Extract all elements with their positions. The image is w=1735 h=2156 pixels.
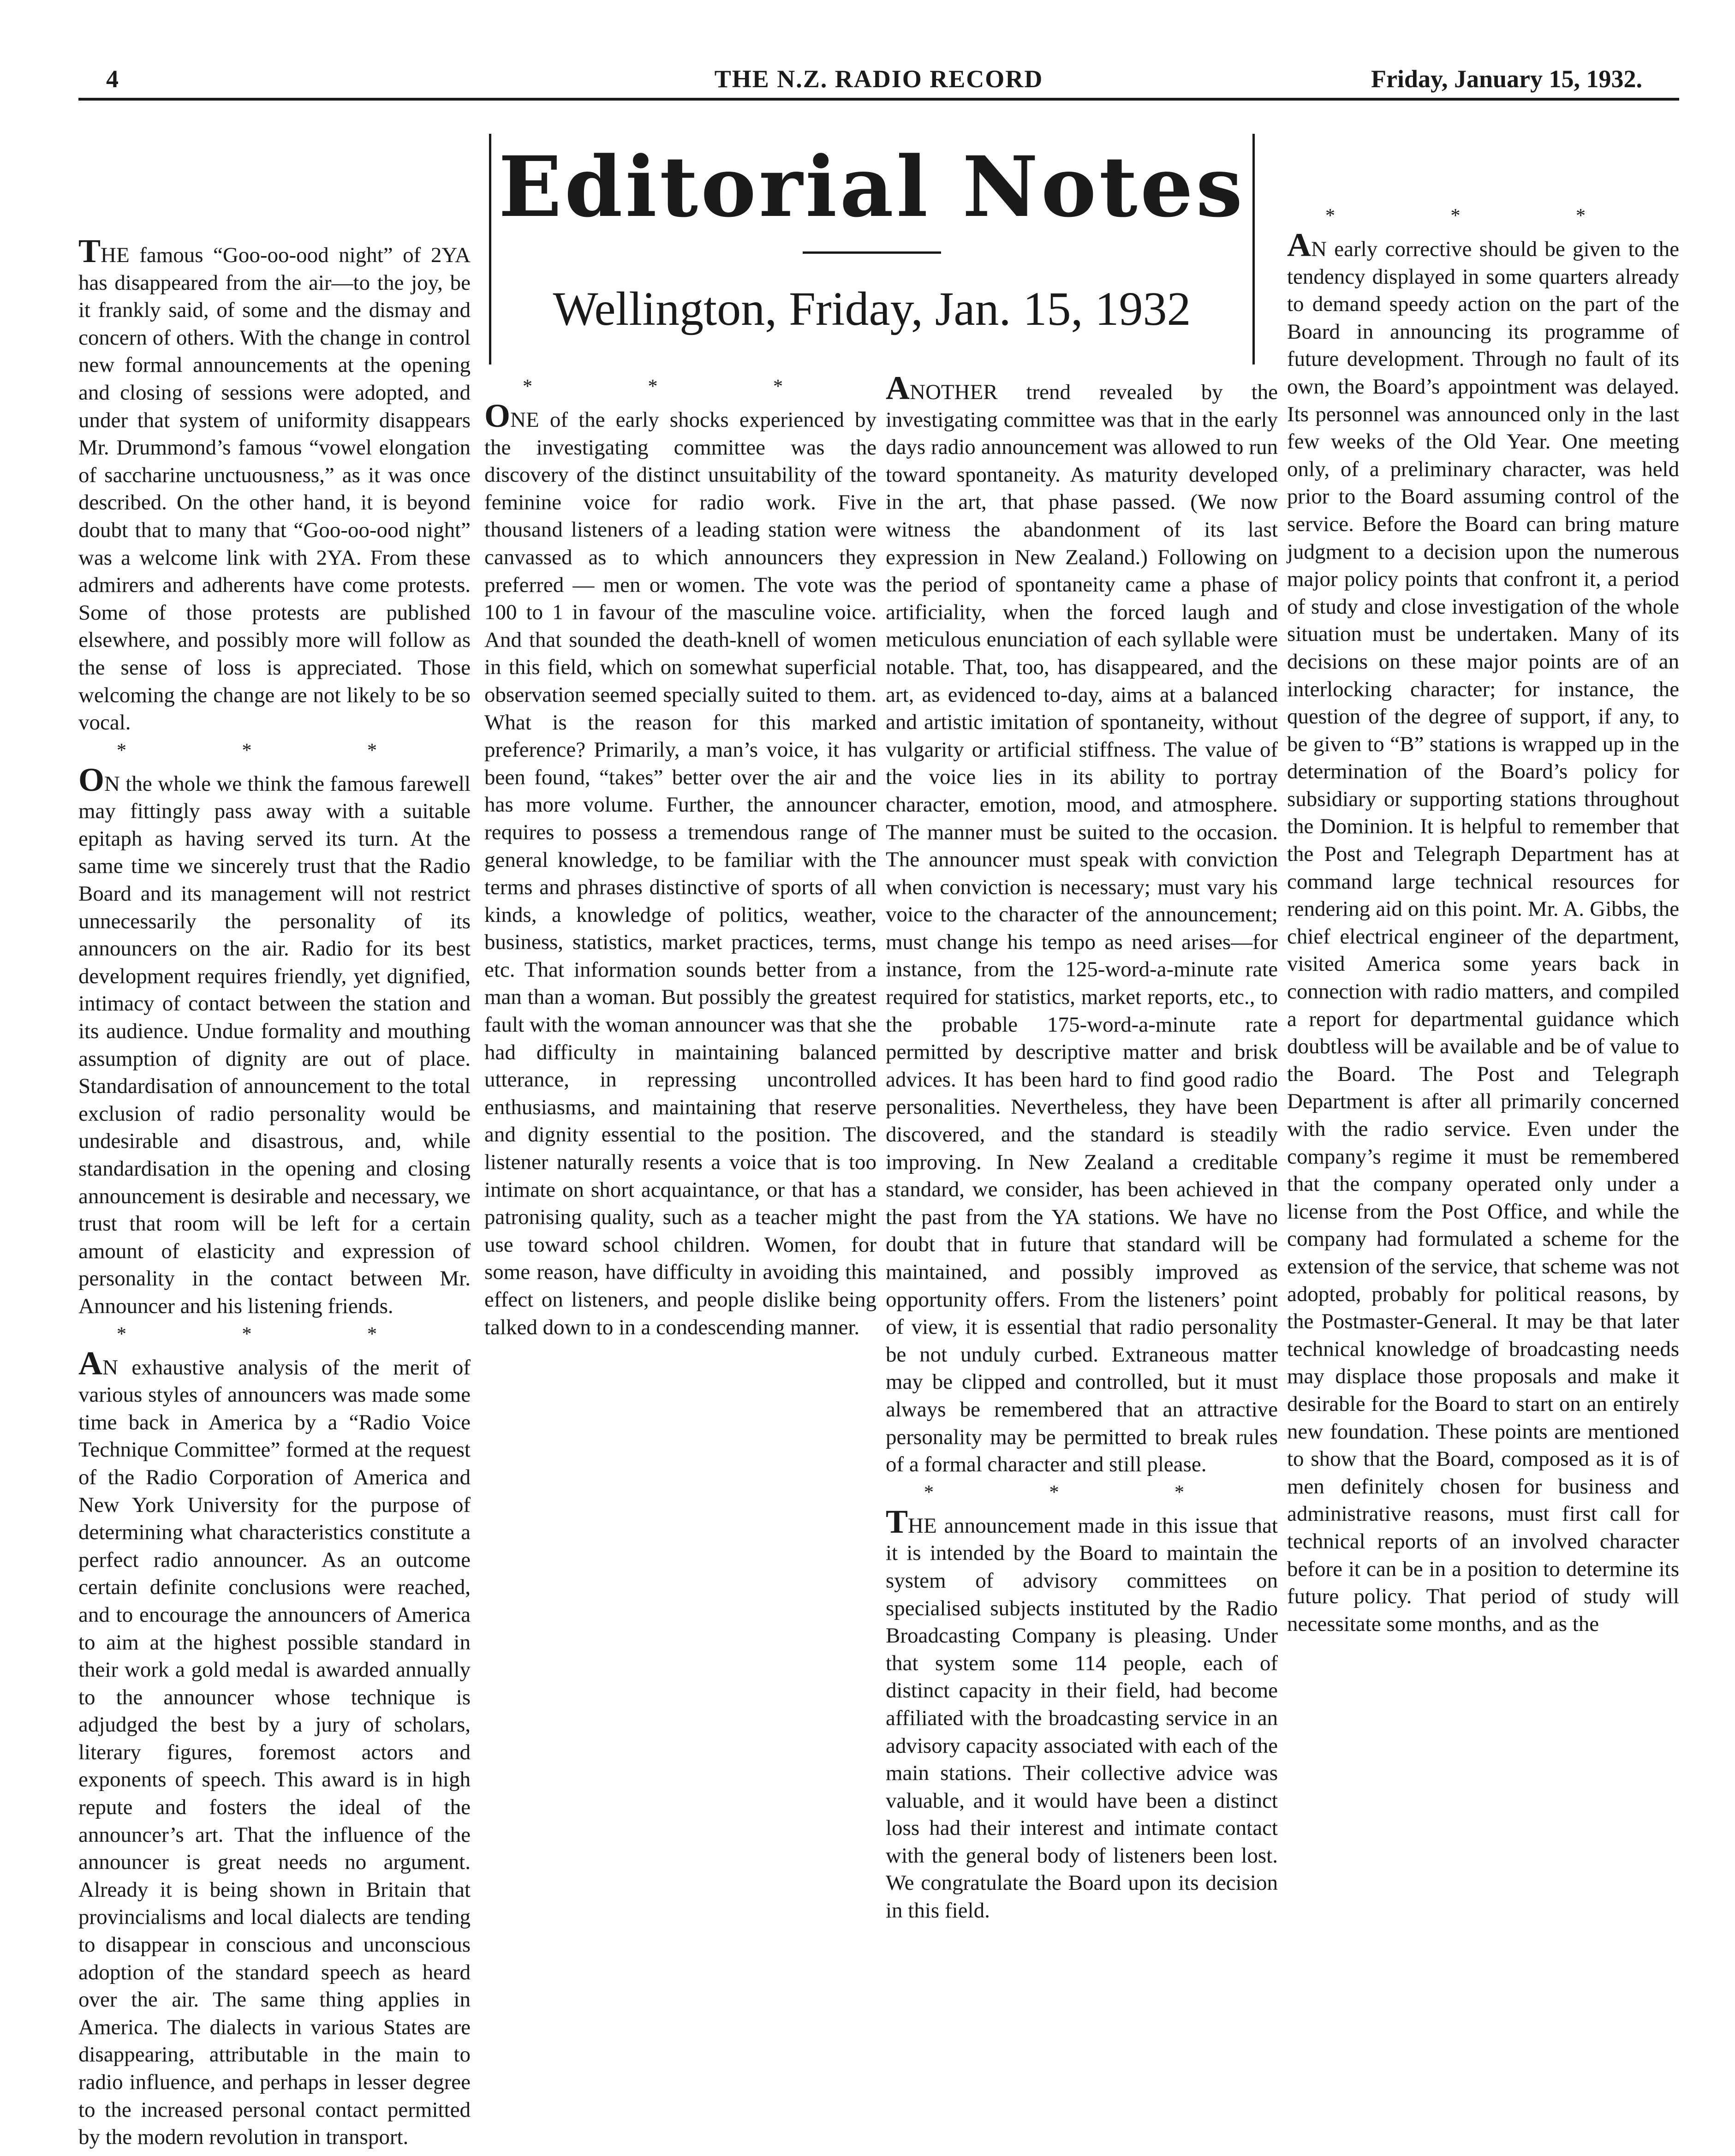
section-separator: * * *: [924, 1481, 1240, 1503]
section-separator: * * *: [117, 1323, 432, 1345]
editorial-masthead: [489, 115, 1255, 383]
section-separator: * * *: [523, 376, 838, 397]
header-rule: [78, 98, 1679, 101]
article-paragraph: AN exhaustive analysis of the merit of various styles of announcers was made some time back in America by a “Radio Voice Technique Committee” formed at the request of the Radio Corporation of America and New York University for the purpose of determining what characteristics constitute a perfect radio announcer. As an outcome certain definite conclusions were reached, and to encourage the announcers of America to aim at the highest possible standard in their work a gold medal is awarded annually to the announcer whose technique is adjudged the best by a jury of scholars, literary figures, foremost actors and exponents of speech. This award is in high repute and fosters the ideal of the announcer’s art. That the influence of the announcer is great needs no argument. Already it is being shown in Britain that provincialisms and local dialects are tending to disappear in conscious and unconscious adoption of the standard speech as heard over the air. The same thing applies in America. The dialects in various States are disappearing, attributable in the main to radio influence, and perhaps in lesser degree to the increased personal contact permitted by the modern revolution in transport.: [78, 1344, 471, 2150]
section-separator: * * *: [1325, 205, 1641, 227]
editorial-title: Editorial Notes: [498, 138, 1246, 236]
page-number: 4: [106, 65, 119, 93]
editorial-dateline: Wellington, Friday, Jan. 15, 1932: [553, 282, 1191, 335]
article-paragraph: ONE of the early shocks experienced by the investigating committee was the discovery of the distinct unsuitability of the feminine voice for radio work. Five thousand listeners of a leading station were canvassed as to which announcers they preferred — men or women. The vote was 100 to 1 in favour of the masculine voice. And that sounded the death-knell of women in this field, which on somewhat superficial observation seemed specially suited to them. What is the reason for this marked preference? Primarily, a man’s voice, it has been found, “takes” better over the air and has more volume. Further, the announcer requires to possess a tremendous range of general knowledge, to be familiar with the terms and phrases distinctive of sports of all kinds, a knowledge of politics, weather, business, statistics, market practices, terms, etc. That information sounds better from a man than a woman. But possibly the greatest fault with the woman announcer was that she had difficulty in maintaining balanced utterance, in repressing uncontrolled enthusiasms, and maintaining that reserve and dignity essential to the position. The listener naturally resents a voice that is too intimate on short acquaintance, or that has a patronising quality, such as a teacher might use toward school children. Women, for some reason, have difficulty in avoiding this effect on listeners, and people dislike being talked down to in a condescending manner.: [484, 397, 876, 1339]
article-paragraph: THE announcement made in this issue that it is intended by the Board to maintain the system of advisory committees on specialised subjects instituted by the Radio Broadcasting Company is pleasing. Under that system some 114 people, each of distinct capacity in their field, had become affiliated with the broadcasting service in an advisory capacity associated with each of the main stations. Their collective advice was valuable, and it would have been a distinct loss had their interest and intimate contact with the general body of listeners been lost. We congratulate the Board upon its decision in this field.: [886, 1503, 1278, 1923]
issue-date: Friday, January 15, 1932.: [1371, 65, 1642, 93]
column-2: [484, 375, 876, 1346]
masthead-rule: [803, 251, 941, 254]
publication-title: THE N.Z. RADIO RECORD: [714, 65, 1043, 93]
article-paragraph: ON the whole we think the famous farewell may fittingly pass away with a suitable epitaph as having served its turn. At the same time we sincerely trust that the Radio Board and its management will not restrict unnecessarily the personality of its announcers on the air. Radio for its best development requires friendly, yet dignified, intimacy of contact between the station and its audience. Undue formality and mouthing assumption of dignity are out of place. Standardisation of announcement to the total exclusion of radio personality would be undesirable and disastrous, and, while standardisation in the opening and closing announcement is desirable and necessary, we trust that room will be left for a certain amount of elasticity and expression of personality in the contact between Mr. Announcer and his listening friends.: [78, 761, 471, 1318]
column-1: [78, 233, 471, 2156]
section-separator: * * *: [117, 740, 432, 761]
column-3: [886, 370, 1278, 1929]
page-header: [78, 65, 1679, 102]
article-paragraph: AN early corrective should be given to the tendency displayed in some quarters already to demand speedy action on the part of the Board in announcing its programme of future development. Through no fault of its own, the Board’s appointment was delayed. Its personnel was announced only in the last few weeks of the Old Year. One meeting only, of a preliminary character, was held prior to the Board assuming control of the service. Before the Board can bring mature judgment to a decision upon the numerous major policy points that confront it, a period of study and close investigation of the whole situation must be undertaken. Many of its decisions on these major points are of an interlocking character; for instance, the question of the degree of support, if any, to be given to “B” stations is wrapped up in the determination of the Board’s policy for subsidiary or supporting stations throughout the Dominion. It is helpful to remember that the Post and Telegraph Department has at command large technical resources for rendering aid on this point. Mr. A. Gibbs, the chief electrical engineer of the department, visited America some years back in connection with radio matters, and compiled a report for departmental guidance which doubtless will be available and be of value to the Board. The Post and Telegraph Department is after all primarily concerned with the radio service. Even under the company’s regime it must be remembered that the company operated only under a license from the Post Office, and while the company had formulated a scheme for the extension of the service, that scheme was not adopted, probably for political reasons, by the Postmaster-General. It may be that later technical knowledge of broadcasting needs may displace those proposals and make it desirable for the Board to start on an entirely new foundation. These points are mentioned to show that the Board, composed as it is of men definitely chosen for business and administrative reasons, must first call for technical reports of an involved character before it can be in a position to determine its future policy. That period of study will necessitate some months, and as the: [1287, 227, 1679, 1636]
column-4: [1287, 204, 1679, 1642]
article-paragraph: ANOTHER trend revealed by the investigating committee was that in the early days radio announcement was allowed to run toward spontaneity. As maturity developed in the art, that phase passed. (We now witness the abandonment of its last expression in New Zealand.) Following on the period of spontaneity came a phase of artificiality, when the forced laugh and meticulous enunciation of each syllable were notable. That, too, has disappeared, and the art, as evidenced to-day, aims at a balanced and artistic imitation of spontaneity, without vulgarity or artificial stiffness. The value of the voice lies in its ability to portray character, emotion, mood, and atmosphere. The manner must be suited to the occasion. The announcer must speak with conviction when conviction is necessary; must vary his voice to the character of the announcement; must change his tempo as need arises—for instance, from the 125-word-a-minute rate required for statistics, market reports, etc., to the probable 175-word-a-minute rate permitted by descriptive matter and brisk advices. It has been hard to find good radio personalities. Nevertheless, they have been discovered, and the standard is steadily improving. In New Zealand a creditable standard, we consider, has been achieved in the past from the YA stations. We have no doubt that in future that standard will be maintained, and possibly improved as opportunity offers. From the listeners’ point of view, it is essential that radio personality be not unduly curbed. Extraneous matter may be clipped and controlled, but it must always be remembered that an attractive personality may be permitted to break rules of a formal character and still please.: [886, 370, 1278, 1477]
article-paragraph: THE famous “Goo-oo-ood night” of 2YA has disappeared from the air—to the joy, be it frankly said, of some and the dismay and concern of others. With the change in control new formal announcements at the opening and closing of sessions were adopted, and under that system of uniformity disappears Mr. Drummond’s famous “vowel elongation of saccharine unctuousness,” as it was once described. On the other hand, it is beyond doubt that to many that “Goo-oo-ood night” was a welcome link with 2YA. From these admirers and adherents have come protests. Some of those protests are published elsewhere, and possibly more will follow as the sense of loss is appreciated. Those welcoming the change are not likely to be so vocal.: [78, 233, 471, 735]
